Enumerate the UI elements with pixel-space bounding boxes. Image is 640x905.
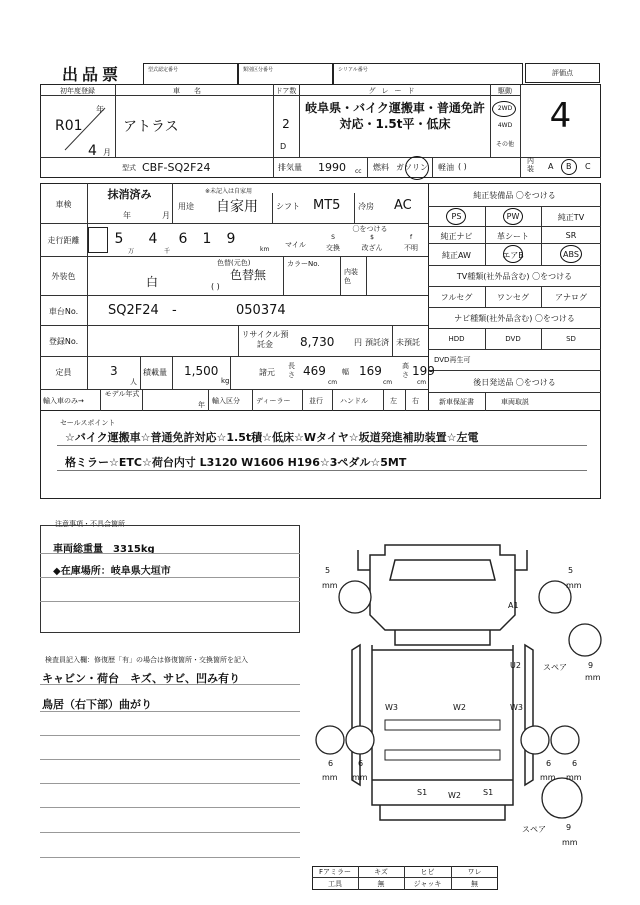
evaluation-score: 4	[549, 96, 572, 136]
after-ship-title: 後日発送品 〇をつける	[473, 378, 556, 387]
category-box	[238, 63, 333, 85]
load-label: 積載量	[143, 368, 167, 377]
navi-sd: SD	[566, 335, 576, 343]
dvd-playback: DVD再生可	[434, 356, 471, 364]
chassis-prefix: SQ2F24	[108, 303, 159, 318]
chassis-dash: -	[172, 303, 177, 318]
inspector-line1: キャビン・荷台 キズ、サビ、凹み有り	[42, 672, 240, 685]
tread-depth: 5	[568, 566, 574, 575]
shift-label: シフト	[276, 202, 300, 211]
inspection-month-unit: 月	[162, 211, 170, 220]
model-cert-label: 型式認定番号	[148, 67, 179, 73]
legend-header: ワレ	[467, 868, 482, 876]
damage-code-w3-left: W3	[385, 703, 398, 712]
registration-label: 登録No.	[48, 337, 79, 346]
import-category: 輸入区分	[212, 397, 240, 405]
mile-option: マイル	[285, 241, 306, 249]
import-handle: ハンドル	[340, 397, 368, 405]
inspection-value: 抹消済み	[107, 188, 152, 201]
sales-points-line2: 格ミラー☆ETC☆荷台内寸 L3120 W1606 H196☆3ペダル☆5MT	[65, 456, 407, 469]
equip-ps: PS	[451, 212, 462, 221]
exchange-option: 交換	[326, 244, 340, 252]
import-model-year: モデル年式	[104, 390, 140, 398]
import-year-unit: 年	[198, 401, 205, 409]
after-warranty: 新車保証書	[439, 398, 474, 406]
interior-selected-circle	[561, 159, 577, 175]
grade-label: グレード	[368, 87, 421, 95]
import-dealer: ディーラー	[256, 397, 291, 405]
gross-weight: 車両総重量 3315kg	[53, 544, 155, 555]
damage-code-w2-rear: W2	[448, 791, 461, 800]
month-unit: 月	[103, 148, 111, 157]
drive-4wd: 4WD	[497, 122, 513, 129]
height-unit: cm	[417, 379, 427, 386]
cooler-value: AC	[394, 198, 412, 213]
height-value: 199	[412, 364, 435, 378]
tv-fullseg: フルセグ	[440, 293, 473, 302]
drive-label: 駆動	[498, 87, 512, 95]
first-reg-era: R01	[55, 118, 83, 134]
doors-value: 2	[282, 117, 290, 131]
notes-label: 注意事項・不具合箇所	[55, 520, 125, 528]
legend-header: キズ	[374, 868, 388, 876]
displacement-label: 排気量	[278, 163, 302, 172]
width-value: 169	[359, 364, 382, 378]
inspector-line2: 鳥居（右下部）曲がり	[42, 698, 152, 711]
eval-header	[525, 63, 600, 83]
equip-abs-circle	[560, 245, 582, 263]
truck-diagram	[300, 520, 620, 865]
dimensions-label: 諸元	[259, 368, 275, 377]
sales-points-line1: ☆バイク運搬車☆普通免許対応☆1.5t積☆低床☆Wタイヤ☆坂道発進補助装置☆左電	[65, 431, 479, 444]
equip-sr: SR	[565, 231, 577, 240]
drive-other: その他	[495, 141, 514, 148]
kg-unit: kg	[221, 377, 230, 385]
equip-abs: ABS	[563, 250, 579, 259]
after-manual: 車両取説	[501, 398, 529, 406]
interior-color-label: 内装色	[344, 268, 358, 285]
use-label: 用途	[178, 202, 194, 211]
damage-code-s1-left: S1	[417, 788, 428, 797]
exterior-color-label: 外装色	[51, 272, 76, 281]
damage-code-w3-right: W3	[510, 703, 523, 712]
length-unit: cm	[328, 379, 338, 386]
mileage-circle-label: 〇をつける	[352, 225, 388, 233]
fuel-value: ガソリン	[396, 163, 428, 172]
mileage-label: 走行距離	[47, 236, 80, 245]
tv-oneseg: ワンセグ	[497, 293, 529, 302]
mileage-digit: 5	[114, 231, 124, 247]
sheet-title: 出品票	[62, 65, 123, 84]
length-label: 長さ	[288, 362, 295, 379]
equip-aw: 純正AW	[442, 251, 471, 260]
interior-b: B	[566, 162, 572, 171]
legend-value: 無	[377, 880, 385, 888]
capacity-label: 定員	[55, 368, 72, 377]
doors-label: ドア数	[275, 87, 297, 95]
legend-value: ジャッキ	[413, 880, 442, 888]
drive-2wd: 2WD	[497, 105, 513, 112]
tread-unit: mm	[566, 581, 582, 590]
tread-depth: 6	[546, 759, 552, 768]
chassis-label: 車台No.	[48, 307, 79, 316]
sales-points-label: セールスポイント	[60, 419, 116, 427]
spare-label-2: スペア	[522, 825, 546, 834]
width-label: 幅	[342, 368, 349, 376]
car-name-label: 車名	[173, 87, 215, 95]
inspector-label: 検査員記入欄：修復歴「有」の場合は修復箇所・交換箇所を記入	[45, 656, 248, 664]
recycle-not-deposited: 未預託	[396, 338, 420, 347]
category-label: 類別区分番号	[243, 67, 274, 73]
tread-depth: 6	[572, 759, 578, 768]
import-label: 輸入車のみ→	[43, 397, 84, 405]
capacity-value: 3	[110, 364, 118, 378]
equip-airbag: エアB	[502, 251, 524, 260]
equip-pw: PW	[506, 212, 520, 221]
equip-navi: 純正ナビ	[440, 232, 473, 241]
car-name: アトラス	[123, 119, 179, 135]
km-unit: km	[260, 246, 270, 253]
grade-value: 岐阜県・バイク運搬車・普通免許対応・1.5t平・低床	[305, 101, 485, 131]
equip-ps-circle	[446, 208, 466, 225]
damage-code-s1-right: S1	[483, 788, 494, 797]
model-label: 型式	[122, 164, 136, 172]
eval-label: 評価点	[552, 69, 573, 77]
damage-code-a1: A1	[508, 601, 519, 610]
sen-unit: 千	[164, 248, 171, 255]
tread-depth: 6	[358, 759, 364, 768]
tread-unit: mm	[322, 581, 338, 590]
tread-unit: mm	[352, 773, 368, 782]
recycle-label: リサイクル預託金	[241, 330, 289, 349]
tv-type-title: TV種類(社外品含む) 〇をつける	[456, 272, 573, 281]
navi-type-title: ナビ種類(社外品含む) 〇をつける	[454, 314, 575, 323]
first-reg-label: 初年度登録	[60, 87, 95, 95]
cooler-label: 冷房	[358, 202, 374, 211]
chassis-number: 050374	[236, 303, 286, 318]
mileage-digits	[88, 226, 278, 254]
mileage-digit: 1	[202, 231, 212, 247]
spare-unit: mm	[585, 673, 601, 682]
load-value: 1,500	[184, 364, 219, 378]
exchange-mark: S	[331, 234, 335, 241]
shift-value: MT5	[313, 198, 341, 213]
model-cert-box	[143, 63, 238, 85]
light-oil-label: 軽油	[438, 163, 454, 172]
mileage-digit: 4	[148, 231, 158, 247]
model-value: CBF-SQ2F24	[142, 161, 211, 174]
fuel-label: 燃料	[373, 163, 389, 172]
damage-code-w2: W2	[453, 703, 466, 712]
inspection-note: ※未記入は自家用	[205, 188, 253, 195]
equipment-title: 純正装備品 〇をつける	[473, 191, 556, 200]
tread-unit: mm	[566, 773, 582, 782]
spare-unit-2: mm	[562, 838, 578, 847]
damage-code-u2: U2	[510, 661, 521, 670]
tv-analog: アナログ	[555, 293, 587, 302]
legend-value: 無	[471, 880, 478, 888]
tread-depth: 6	[328, 759, 334, 768]
tread-unit: mm	[322, 773, 338, 782]
height-label: 高さ	[402, 362, 409, 379]
spare-depth: 9	[588, 661, 594, 670]
repaint-label: 色替(元色)	[217, 259, 251, 267]
capacity-unit: 人	[130, 378, 137, 386]
fuel-selected-circle	[405, 156, 429, 180]
interior-a: A	[548, 162, 554, 171]
door-d: D	[280, 142, 287, 151]
tread-depth: 5	[325, 566, 331, 575]
legend-header: Fアミラー	[318, 868, 352, 876]
exterior-color-value: 白	[145, 275, 158, 289]
mileage-digit: 9	[226, 231, 236, 247]
legend-value: 工具	[328, 880, 342, 888]
serial-box	[333, 63, 523, 85]
stock-location: ◆在庫場所：岐阜県大垣市	[53, 566, 171, 577]
import-parallel: 並行	[309, 397, 323, 405]
import-right: 右	[412, 397, 419, 405]
navi-hdd: HDD	[448, 335, 465, 343]
displacement-value: 1990	[318, 161, 346, 174]
tread-unit: mm	[540, 773, 556, 782]
spare-label: スペア	[543, 663, 567, 672]
tamper-option: 改ざん	[361, 244, 383, 252]
recycle-deposited: 預託済	[365, 338, 389, 347]
legend-header: ヒビ	[420, 868, 435, 876]
repaint-value: 色替無	[230, 268, 267, 282]
import-left: 左	[390, 397, 397, 405]
cc-unit: cc	[355, 168, 362, 175]
serial-label: シリアル番号	[338, 67, 368, 73]
navi-dvd: DVD	[505, 335, 521, 343]
interior-c: C	[585, 162, 591, 171]
color-number-label: カラーNo.	[287, 260, 320, 268]
mileage-digit: 6	[178, 231, 188, 247]
equip-leather: 革シート	[497, 232, 529, 241]
equip-tv: 純正TV	[557, 213, 585, 222]
first-reg-month: 4	[88, 143, 97, 159]
light-oil-paren: ( )	[458, 162, 467, 171]
spare-depth-2: 9	[566, 823, 572, 832]
repaint-paren: ( )	[211, 282, 220, 291]
unknown-option: 不明	[404, 244, 418, 252]
interior-label: 内装	[527, 157, 534, 173]
unknown-mark: f	[409, 234, 413, 241]
inspection-year-unit: 年	[123, 211, 131, 220]
equip-airbag-circle	[503, 245, 523, 263]
equip-pw-circle	[503, 208, 523, 225]
man-unit: 万	[128, 248, 135, 255]
tamper-mark: $	[370, 234, 374, 241]
recycle-value: 8,730	[300, 335, 335, 349]
year-unit: 年	[96, 105, 104, 114]
width-unit: cm	[383, 379, 393, 386]
inspection-label: 車検	[55, 200, 72, 209]
use-value: 自家用	[216, 199, 258, 215]
recycle-unit: 円	[354, 338, 362, 347]
length-value: 469	[303, 364, 326, 378]
